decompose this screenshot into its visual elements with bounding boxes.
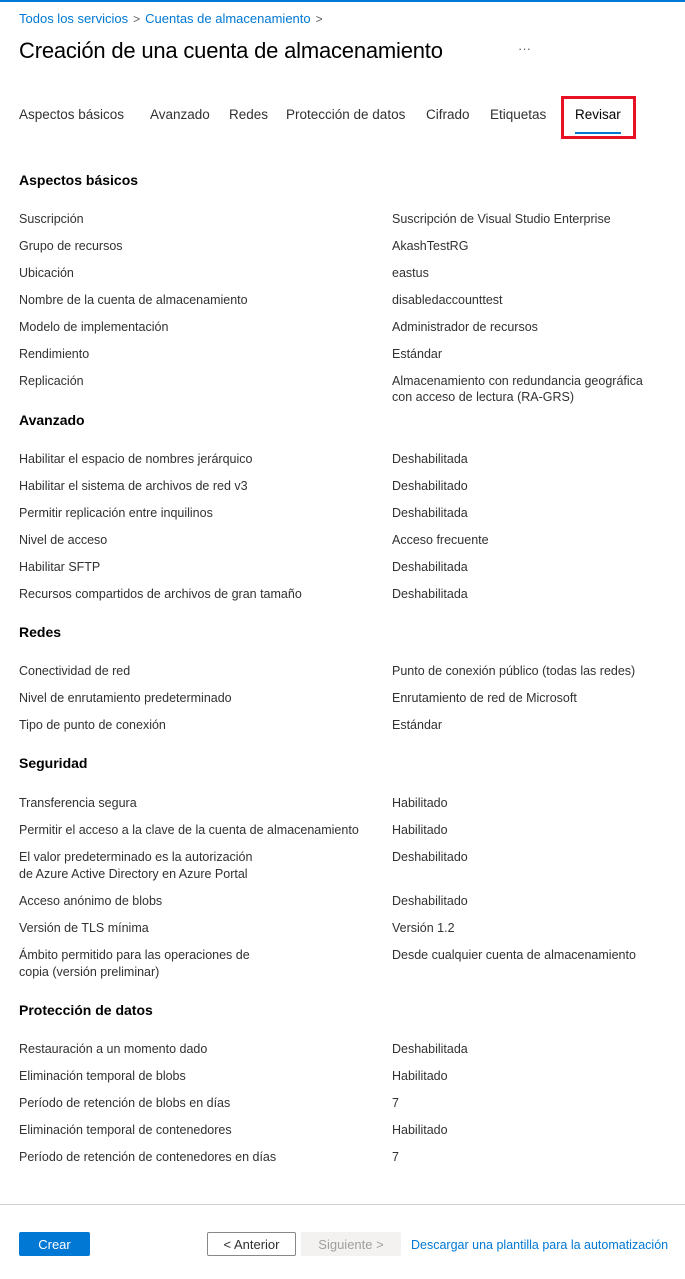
row-value: 7 <box>392 1150 399 1164</box>
row-value: Deshabilitada <box>392 452 468 466</box>
row-value: Deshabilitada <box>392 560 468 574</box>
row-label: Eliminación temporal de blobs <box>19 1069 186 1083</box>
row-value: Habilitado <box>392 796 448 810</box>
row-value: Deshabilitada <box>392 506 468 520</box>
row-label: Acceso anónimo de blobs <box>19 894 163 908</box>
row-value: Enrutamiento de red de Microsoft <box>392 691 577 705</box>
tab-review-label: Revisar <box>575 107 621 122</box>
row-value: Estándar <box>392 718 443 732</box>
breadcrumb <box>19 11 328 26</box>
page-title: Creación de una cuenta de almacenamiento <box>19 38 443 63</box>
row-value: Deshabilitado <box>392 850 468 864</box>
row-label: Permitir replicación entre inquilinos <box>19 506 213 520</box>
row-label: Grupo de recursos <box>19 239 123 253</box>
row-label: Habilitar SFTP <box>19 560 101 574</box>
row-label: Modelo de implementación <box>19 320 169 334</box>
row-label: Ubicación <box>19 266 74 280</box>
row-value: Deshabilitada <box>392 1042 468 1056</box>
chevron-right-icon: > <box>133 12 141 26</box>
row-label: Ámbito permitido para las operaciones de <box>19 948 250 962</box>
section-title-advanced: Avanzado <box>19 412 85 428</box>
row-label: Tipo de punto de conexión <box>19 718 166 732</box>
row-label: Transferencia segura <box>19 796 137 810</box>
row-label: Eliminación temporal de contenedores <box>19 1123 232 1137</box>
footer-divider <box>0 1204 685 1205</box>
row-value: Administrador de recursos <box>392 320 538 334</box>
tab-tags[interactable]: Etiquetas <box>490 107 547 122</box>
row-value: Habilitado <box>392 1069 448 1083</box>
tab-advanced[interactable]: Avanzado <box>150 107 210 122</box>
row-label: Nivel de enrutamiento predeterminado <box>19 691 232 705</box>
next-button[interactable]: Siguiente > <box>301 1232 401 1256</box>
row-value: Habilitado <box>392 1123 448 1137</box>
chevron-right-icon: > <box>315 12 323 26</box>
row-value: Deshabilitada <box>392 587 468 601</box>
row-label: Nombre de la cuenta de almacenamiento <box>19 293 248 307</box>
more-options-icon[interactable]: ··· <box>518 41 531 56</box>
row-value: Habilitado <box>392 823 448 837</box>
tab-networking[interactable]: Redes <box>229 107 269 122</box>
section-title-data-protection: Protección de datos <box>19 1002 153 1018</box>
row-value: Desde cualquier cuenta de almacenamiento <box>392 948 636 962</box>
row-value: Almacenamiento con redundancia geográfica <box>392 374 643 388</box>
row-label: Restauración a un momento dado <box>19 1042 208 1056</box>
create-button[interactable]: Crear <box>19 1232 90 1256</box>
previous-button[interactable]: < Anterior <box>207 1232 296 1256</box>
row-label-continued: de Azure Active Directory en Azure Portal <box>19 867 248 881</box>
row-label: Recursos compartidos de archivos de gran tamaño <box>19 587 302 601</box>
highlight-box <box>561 96 636 139</box>
row-value: Deshabilitado <box>392 894 468 908</box>
row-value-continued: con acceso de lectura (RA-GRS) <box>392 390 575 404</box>
tab-data-protection[interactable]: Protección de datos <box>286 107 406 122</box>
row-label: Habilitar el espacio de nombres jerárquico <box>19 452 253 466</box>
row-label: Permitir el acceso a la clave de la cuenta de almacenamiento <box>19 823 359 837</box>
row-label-continued: copia (versión preliminar) <box>19 965 160 979</box>
row-value: Acceso frecuente <box>392 533 489 547</box>
row-value: Punto de conexión público (todas las redes) <box>392 664 636 678</box>
row-label: Rendimiento <box>19 347 90 361</box>
row-label: Período de retención de blobs en días <box>19 1096 231 1110</box>
row-value: disabledaccounttest <box>392 293 503 307</box>
row-label: Período de retención de contenedores en días <box>19 1150 277 1164</box>
row-value: Versión 1.2 <box>392 921 455 935</box>
tab-encryption[interactable]: Cifrado <box>426 107 470 122</box>
row-label: Conectividad de red <box>19 664 131 678</box>
section-title-basics: Aspectos básicos <box>19 172 139 188</box>
row-value: Suscripción de Visual Studio Enterprise <box>392 212 611 226</box>
row-value: eastus <box>392 266 429 280</box>
row-label: Versión de TLS mínima <box>19 921 149 935</box>
top-accent-bar <box>0 0 685 2</box>
section-title-security: Seguridad <box>19 755 88 771</box>
row-value: Estándar <box>392 347 443 361</box>
download-template-link[interactable]: Descargar una plantilla para la automatización <box>411 1238 669 1252</box>
row-label: Habilitar el sistema de archivos de red v3 <box>19 479 248 493</box>
row-label: Replicación <box>19 374 84 388</box>
row-label: Suscripción <box>19 212 84 226</box>
row-value: Deshabilitado <box>392 479 468 493</box>
row-label: El valor predeterminado es la autorización <box>19 850 253 864</box>
row-value: 7 <box>392 1096 399 1110</box>
tab-basics[interactable]: Aspectos básicos <box>19 107 125 122</box>
section-title-networking: Redes <box>19 624 62 640</box>
breadcrumb-all-services[interactable]: Todos los servicios <box>19 11 129 26</box>
row-label: Nivel de acceso <box>19 533 108 547</box>
row-value: AkashTestRG <box>392 239 469 253</box>
breadcrumb-storage-accounts[interactable]: Cuentas de almacenamiento <box>145 11 311 26</box>
